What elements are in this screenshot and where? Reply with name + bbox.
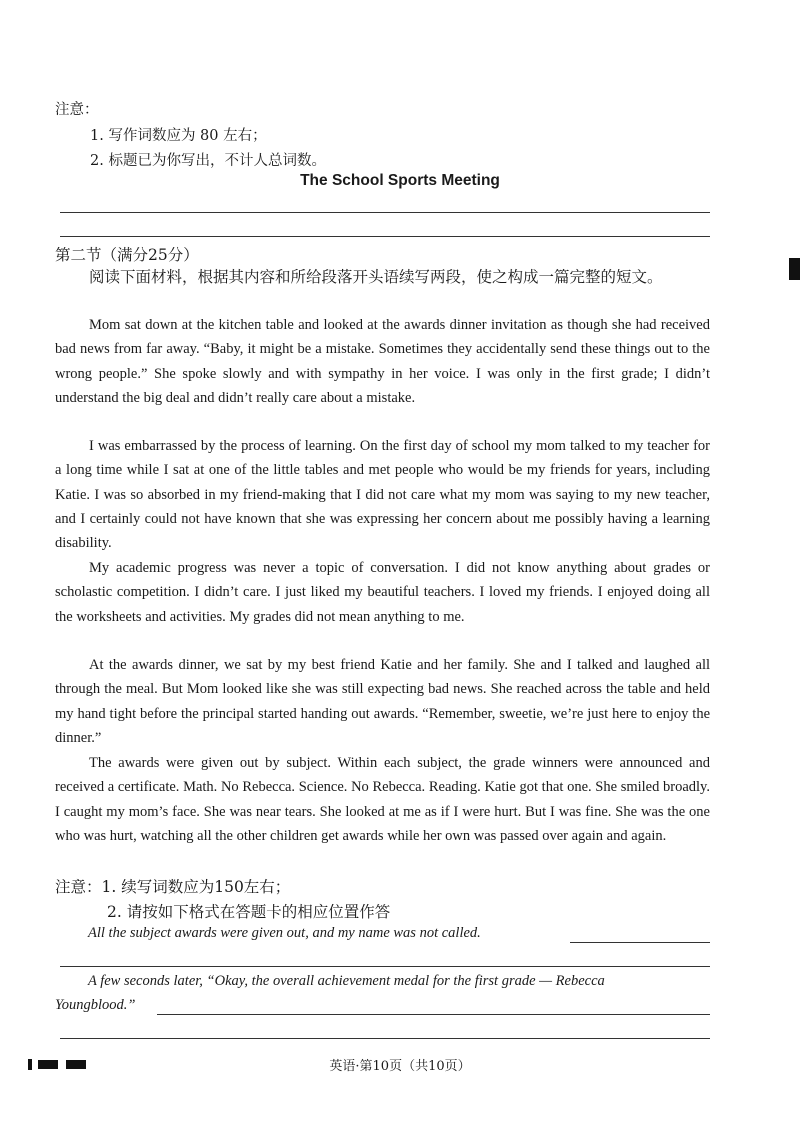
story-paragraph-3: My academic progress was never a topic of conversation. I did not know anything about grades or scholastic competition. I didn’t care. I just liked my beautiful teachers. I loved my friends. I enjoyed doing all the worksheets and activities. My grades did not mean anything to me. — [55, 560, 710, 625]
answer-line — [60, 966, 710, 967]
continuation-note-item-2: 2. 请按如下格式在答题卡的相应位置作答 — [107, 903, 391, 921]
paragraph-opener-2-continued: Youngblood.” — [55, 997, 136, 1013]
answer-line — [570, 942, 710, 943]
note-item-2: 2. 标题已为你写出，不计人总词数。 — [90, 153, 326, 169]
paragraph-opener-1: All the subject awards were given out, and my name was not called. — [88, 925, 481, 941]
story-paragraph-4: At the awards dinner, we sat by my best friend Katie and her family. She and I talked and laughed all through the meal. But Mom looked like she was still expecting bad news. She reached across the table and held my hand tight before the principal started handing out awards. “Remember, sweetie, we’re just here to enjoy the dinner.” — [55, 657, 710, 746]
answer-line — [60, 212, 710, 213]
continuation-notes-heading: 注意：1. 续写词数应为150左右； — [55, 878, 291, 896]
section-heading: 第二节（满分25分） — [55, 246, 199, 264]
page-edge-tab — [789, 258, 800, 280]
writing-title: The School Sports Meeting — [300, 172, 500, 189]
page-footer: 英语·第10页（共10页） — [329, 1059, 471, 1074]
paragraph-opener-2: A few seconds later, “Okay, the overall achievement medal for the first grade — Rebecca — [88, 973, 605, 989]
story-paragraph-5: The awards were given out by subject. Within each subject, the grade winners were announced and received a certificate. Math. No Rebecca. Science. No Rebecca. Reading. Katie got that one. She smiled broadly. I caught my mom’s face. She was near tears. She looked at me as if I were hurt. But I was fine. She was the one who was hurt, watching all the other children get awards while her own was passed over again and again. — [55, 755, 710, 844]
answer-line — [60, 236, 710, 237]
notes-heading: 注意： — [55, 102, 99, 118]
story-paragraph-2: I was embarrassed by the process of learning. On the first day of school my mom talked to my teacher for a long time while I sat at one of the little tables and met people who would be my friends for years, including Katie. I was so absorbed in my friend-making that I did not care what my mom was saying to my new teacher, and I certainly could not have known that she was expressing her concern about me possibly having a learning disability. — [55, 438, 710, 552]
note-item-1: 1. 写作词数应为 80 左右； — [90, 128, 267, 144]
story-paragraph-1: Mom sat down at the kitchen table and looked at the awards dinner invitation as though she had received bad news from far away. “Baby, it might be a mistake. Sometimes they accidentally send these things out to the wrong people.” She spoke slowly and with sympathy in her voice. I was only in the first grade; I didn’t understand the big deal and didn’t really care about a mistake. — [55, 317, 710, 406]
answer-line — [157, 1014, 710, 1015]
answer-line — [60, 1038, 710, 1039]
section-instruction: 阅读下面材料，根据其内容和所给段落开头语续写两段，使之构成一篇完整的短文。 — [89, 268, 663, 286]
